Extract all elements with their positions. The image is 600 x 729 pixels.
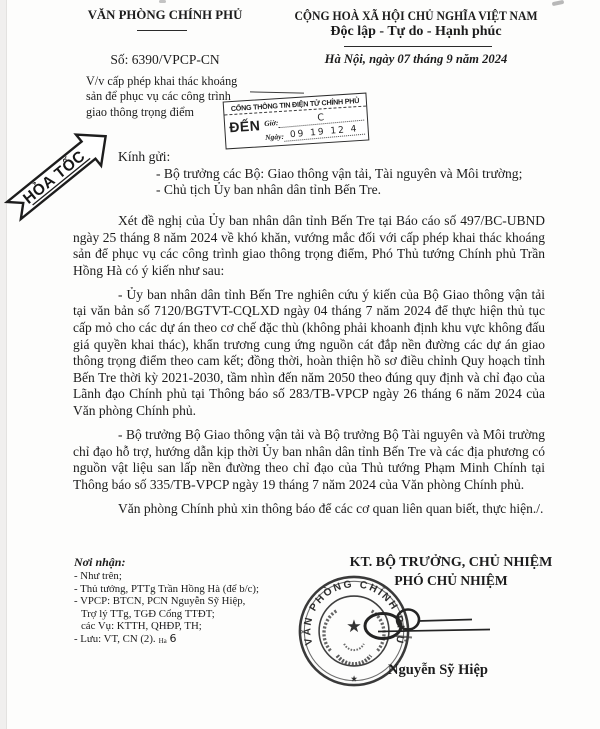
recipient-list <box>156 166 556 199</box>
arrival-stamp-title: CỔNG THÔNG TIN ĐIỆN TỬ CHÍNH PHỦ <box>224 94 367 116</box>
body-paragraph: Văn phòng Chính phủ xin thông báo để các cơ quan liên quan biết, thực hiện./. <box>118 501 544 516</box>
seal-bottom-star-icon: ★ <box>350 674 358 684</box>
signature-stroke-lower <box>378 630 490 632</box>
signer-name: Nguyễn Sỹ Hiệp <box>388 662 488 678</box>
noi-nhan-item: các Vụ: KTTH, QHĐP, TH; <box>81 620 202 633</box>
noi-nhan-item-luu <box>74 633 314 648</box>
arrival-stamp-den-label: ĐẾN <box>228 117 261 136</box>
scan-edge-shadow <box>0 0 7 729</box>
place-and-date: Hà Nội, ngày 07 tháng 9 năm 2024 <box>324 52 508 66</box>
stamp-stray-line <box>250 91 304 93</box>
national-motto: Độc lập - Tự do - Hạnh phúc <box>330 24 502 39</box>
recipient-item: - Chủ tịch Ủy ban nhân dân tỉnh Bến Tre. <box>156 182 382 198</box>
noi-nhan-list <box>74 570 314 648</box>
hour-label: Giờ: <box>263 118 279 128</box>
signature-loop-large <box>365 614 401 639</box>
noi-nhan-item: - VPCP: BTCN, PCN Nguyễn Sỹ Hiệp, <box>74 595 246 608</box>
national-name: CỘNG HOÀ XÃ HỘI CHỦ NGHĨA VIỆT NAM <box>294 8 538 23</box>
date-handwritten-value: 09 19 12 4 <box>284 124 366 142</box>
emblem-star-icon: ★ <box>346 615 362 636</box>
issuer-underline <box>137 30 187 31</box>
noi-nhan-label: Nơi nhận: <box>74 555 126 569</box>
handwritten-signature <box>350 601 575 651</box>
body-paragraph: - Bộ trưởng Bộ Giao thông vận tải và Bộ trưởng Bộ Tài nguyên và Môi trường chỉ đạo hỗ trợ, hướng dẫn kịp thời Ủy ban nhân dân tỉnh Bến Tre và các địa phương có nguồn vật liệu san lấp nền đường theo chỉ đạo của Thủ tướng Phạm Minh Chính tại Thông báo số 335/TB-VPCP ngày 19 tháng 7 năm 2024 của Văn phòng Chính phủ. <box>73 427 545 492</box>
urgent-stamp <box>3 119 115 225</box>
document-number: Số: 6390/VPCP-CN <box>110 52 220 67</box>
scan-artifact <box>159 0 166 3</box>
noi-nhan-item: - Thủ tướng, PTTg Trần Hồng Hà (để b/c); <box>74 582 259 595</box>
subject-line: sản để phục vụ các công trình <box>86 89 231 104</box>
signer-authority-line2: PHÓ CHỦ NHIỆM <box>394 573 508 588</box>
subject-line: V/v cấp phép khai thác khoáng <box>86 74 238 88</box>
recipient-item: - Bộ trưởng các Bộ: Giao thông vận tải, Tài nguyên và Môi trường; <box>156 166 523 181</box>
urgent-stamp-label: HỎA TỐC <box>20 147 89 208</box>
date-label: Ngày: <box>264 131 285 142</box>
luu-text: - Lưu: VT, CN (2). <box>74 632 156 645</box>
noi-nhan-item: Trợ lý TTg, TGĐ Cổng TTĐT; <box>81 607 215 620</box>
noi-nhan-item: - Như trên; <box>74 570 122 582</box>
letter-body <box>73 213 545 525</box>
arrival-stamp <box>223 93 370 150</box>
subject-line: giao thông trọng điểm <box>86 104 194 119</box>
issuing-agency: VĂN PHÒNG CHÍNH PHỦ <box>87 8 243 22</box>
scan-artifact <box>552 0 565 6</box>
signature-flourish <box>396 636 412 638</box>
body-paragraph: - Ủy ban nhân dân tỉnh Bến Tre nghiên cứu ý kiến của Bộ Giao thông vận tải tại văn bản số 7120/BGTVT-CQLXD ngày 04 tháng 7 năm 2024 để thực hiện thủ tục cấp mỏ cho các dự án theo cơ chế đặc thù (không phải khoanh định khu vực không đấu giá quyền khai thác), khẩn trương cung ứng nguồn cát đắp nền đường các dự án giao thông trọng điểm theo cam kết; đồng thời, hoàn thiện hồ sơ điều chỉnh Quy hoạch tỉnh Bến Tre thời kỳ 2021-2030, tầm nhìn đến năm 2050 theo đúng quy định và chỉ đạo của Lãnh đạo Chính phủ tại Thông báo số 283/TB-VPCP ngày 26 tháng 6 năm 2024 của Văn phòng Chính phủ. <box>73 286 545 419</box>
hour-handwritten-value: C <box>278 110 364 129</box>
seal-ring-text: VĂN PHÒNG CHÍNH PHỦ <box>302 579 406 647</box>
signer-authority-line1: KT. BỘ TRƯỞNG, CHỦ NHIỆM <box>349 555 553 570</box>
copy-count: 6 <box>169 631 177 645</box>
motto-underline <box>344 46 492 47</box>
emblem-wreath-left <box>324 610 337 650</box>
salutation: Kính gửi: <box>118 149 171 164</box>
signature-stroke-upper <box>418 620 472 622</box>
typist-initials: Ha <box>158 636 167 645</box>
body-paragraph: Xét đề nghị của Ủy ban nhân dân tỉnh Bến Tre tại Báo cáo số 497/BC-UBND ngày 25 tháng 8 năm 2024 về khó khăn, vướng mắc đối với cấp phép khai thác khoáng sản để phục vụ các công trình giao thông trọng điểm, Phó Thủ tướng Chính phủ Trần Hồng Hà có ý kiến như sau: <box>73 213 545 278</box>
